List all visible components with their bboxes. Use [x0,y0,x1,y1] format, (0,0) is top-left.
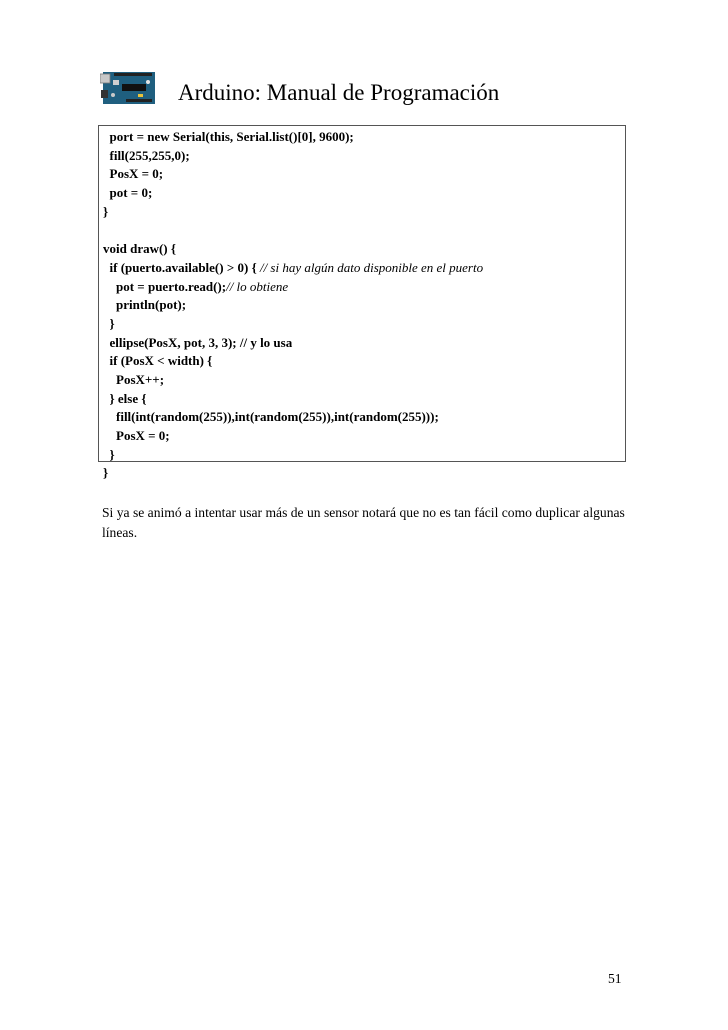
code-line [103,165,621,184]
code-text: } [103,315,115,331]
code-text: port = new Serial(this, Serial.list()[0], 9600); [103,129,354,144]
code-text: PosX = 0; [103,166,164,182]
code-text: if (PosX < width) { [103,353,213,369]
code-lines [103,128,621,483]
code-text: ellipse(PosX, pot, 3, 3); // y lo usa [103,334,293,350]
code-line [103,259,621,278]
code-line [103,296,621,315]
code-line [103,334,621,353]
code-text: } else { [103,390,147,406]
code-comment: // si hay algún dato disponible en el puerto [259,259,484,275]
code-line [103,184,621,203]
code-text: if (puerto.available() > 0) { [103,259,260,275]
code-line [103,352,621,371]
code-line [103,427,621,446]
code-text: pot = puerto.read(); [103,278,227,294]
code-line [103,464,621,483]
arduino-board-icon [100,68,158,108]
code-line [103,408,621,427]
code-text: pot = 0; [103,185,153,201]
page-number: 51 [608,971,622,986]
code-line [103,128,621,147]
code-line [103,203,621,222]
code-line [103,446,621,465]
code-text: } [103,203,109,219]
body-paragraph: Si ya se animó a intentar usar más de un sensor notará que no es tan fácil como duplicar algunas líneas. [102,505,625,540]
code-line [103,221,621,240]
code-text: PosX = 0; [103,428,170,443]
code-line [103,390,621,409]
code-text: println(pot); [103,297,187,313]
code-line [103,278,621,297]
code-text: } [103,465,109,481]
code-text: PosX++; [103,371,165,387]
code-line [103,147,621,166]
code-line [103,240,621,259]
code-text: fill(int(random(255)),int(random(255)),int(random(255))); [103,409,439,425]
code-comment: // lo obtiene [226,278,289,294]
header-title: Arduino: Manual de Programación [178,80,500,105]
code-text: fill(255,255,0); [103,147,190,163]
code-line [103,315,621,334]
code-text: } [103,446,115,462]
code-text: void draw() { [103,241,177,257]
code-line [103,371,621,390]
code-block [98,125,626,481]
